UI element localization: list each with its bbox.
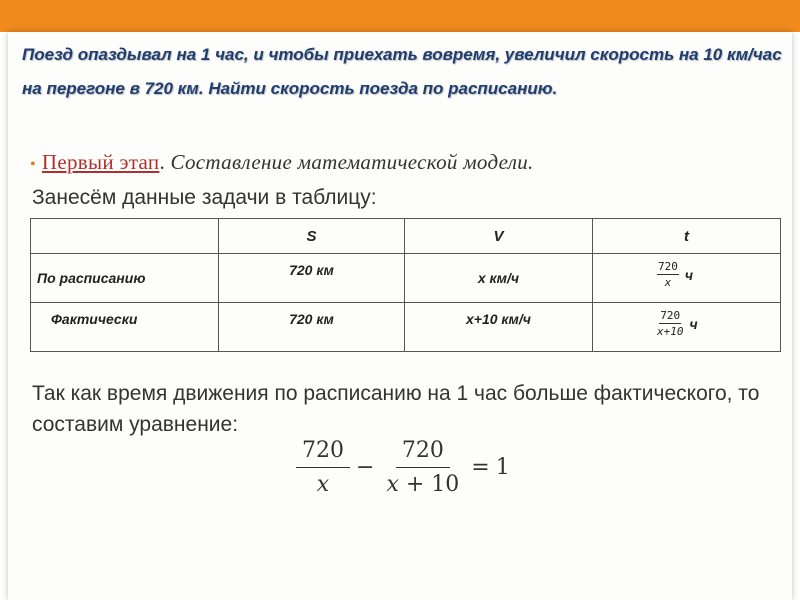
equation-fraction-2: [380, 438, 465, 497]
equals-sign: =: [471, 455, 490, 480]
table-row: [31, 254, 781, 303]
row-label: Фактически: [51, 311, 138, 327]
equation: [296, 438, 510, 497]
conclusion-text: Так как время движения по расписанию на 1 час больше фактического, то составим уравнение:: [32, 382, 760, 436]
time-cell: [592, 254, 780, 303]
row-label-cell: [31, 254, 219, 303]
table-header-row: [31, 219, 781, 254]
equation-rhs: 1: [495, 455, 510, 480]
fraction-1-numerator: 720: [296, 438, 350, 468]
table-header-corner: [31, 219, 219, 254]
table-intro: Занесём данные задачи в таблицу:: [32, 186, 377, 209]
distance-cell: [218, 254, 404, 303]
stage-heading: [30, 150, 790, 175]
fraction-2-numerator: 720: [396, 438, 450, 468]
data-table: [30, 218, 781, 352]
speed-value: x+10 км/ч: [466, 311, 531, 327]
fraction-1-denominator: x: [316, 472, 330, 497]
stage-separator: .: [159, 150, 171, 174]
row-label-cell: [31, 303, 219, 352]
speed-cell: [404, 254, 592, 303]
problem-statement: Поезд опаздывал на 1 час, и чтобы приехать вовремя, увеличил скорость на 10 км/час на перегоне в 720 км. Найти скорость поезда по расписанию.: [22, 45, 782, 98]
distance-value: 720 км: [289, 311, 334, 327]
bullet-icon: •: [30, 156, 36, 173]
row-label: По расписанию: [37, 270, 146, 286]
stage-description: Составление математической модели.: [170, 150, 534, 174]
fraction-2-denominator: [380, 468, 465, 497]
equation-fraction-1: [296, 438, 350, 497]
fraction-2-addend: + 10: [398, 472, 460, 497]
time-fraction: [657, 260, 693, 289]
speed-value: x км/ч: [477, 270, 520, 286]
time-denominator: x: [664, 276, 672, 289]
table-row: [31, 303, 781, 352]
time-cell: [592, 303, 780, 352]
stage-title: Первый этап: [41, 150, 160, 174]
speed-cell: [404, 303, 592, 352]
time-unit: ч: [684, 266, 694, 283]
minus-sign: −: [356, 455, 375, 480]
time-fraction: [657, 309, 698, 338]
table-header-v: V: [404, 219, 592, 254]
time-numerator: 720: [657, 260, 678, 273]
top-accent-bar: [0, 0, 800, 32]
time-unit: ч: [689, 315, 698, 332]
table-header-s: S: [218, 219, 404, 254]
time-denominator: x+10: [656, 325, 684, 338]
fraction-2-variable: x: [386, 472, 399, 497]
time-numerator: 720: [660, 309, 681, 322]
distance-value: 720 км: [289, 262, 334, 278]
table-header-t: t: [592, 219, 780, 254]
distance-cell: [218, 303, 404, 352]
